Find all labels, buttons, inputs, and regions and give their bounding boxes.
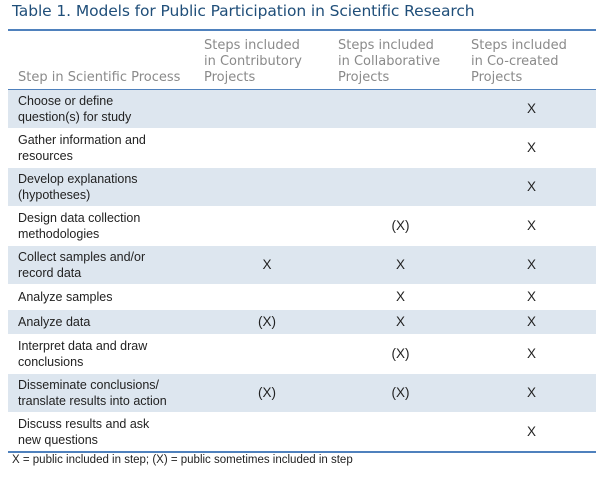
cell-contributory xyxy=(200,129,334,168)
cell-contributory xyxy=(200,285,334,310)
table-row xyxy=(8,90,596,129)
header-line: in Collaborative xyxy=(338,54,441,69)
cell-step-text: Choose or define xyxy=(18,94,114,108)
cell-step-text: Analyze data xyxy=(18,315,91,329)
cell-step-text: record data xyxy=(18,266,82,280)
cell-step xyxy=(8,374,200,413)
table-row xyxy=(8,285,596,310)
table-row xyxy=(8,168,596,207)
cell-cocreated: X xyxy=(467,285,596,310)
header-step-in-scientific-process xyxy=(8,30,200,90)
cell-collaborative: (X) xyxy=(334,335,467,374)
cell-collaborative: X xyxy=(334,310,467,335)
table-body xyxy=(8,90,596,452)
table-title: Table 1. Models for Public Participation in Scientific Research xyxy=(12,2,475,20)
table-row xyxy=(8,246,596,285)
cell-contributory: (X) xyxy=(200,374,334,413)
cell-collaborative xyxy=(334,90,467,129)
cell-step xyxy=(8,413,200,452)
cell-step-text: Collect samples and/or xyxy=(18,250,146,264)
cell-collaborative: X xyxy=(334,246,467,285)
cell-step xyxy=(8,310,200,335)
cell-step-text: Analyze samples xyxy=(18,290,113,304)
header-line: Steps included xyxy=(204,38,300,53)
cell-step xyxy=(8,129,200,168)
table-header-row xyxy=(8,30,596,90)
table-row xyxy=(8,310,596,335)
header-line: Steps included xyxy=(338,38,434,53)
cell-step-text: question(s) for study xyxy=(18,110,132,124)
cell-cocreated: X xyxy=(467,168,596,207)
cell-cocreated: X xyxy=(467,413,596,452)
cell-step xyxy=(8,207,200,246)
cell-collaborative xyxy=(334,129,467,168)
cell-step-text: methodologies xyxy=(18,227,100,241)
header-line: in Co-created xyxy=(471,54,559,69)
header-contributory-projects xyxy=(200,30,334,90)
header-line: Steps included xyxy=(471,38,567,53)
cell-cocreated: X xyxy=(467,335,596,374)
cell-step-text: Disseminate conclusions/ xyxy=(18,378,160,392)
header-collaborative-projects xyxy=(334,30,467,90)
cell-collaborative: X xyxy=(334,285,467,310)
cell-step xyxy=(8,90,200,129)
table-row xyxy=(8,374,596,413)
cell-contributory xyxy=(200,168,334,207)
cell-step-text: Gather information and xyxy=(18,133,146,147)
cell-contributory xyxy=(200,413,334,452)
header-line: Projects xyxy=(338,70,390,85)
header-line: Projects xyxy=(471,70,523,85)
cell-cocreated: X xyxy=(467,374,596,413)
cell-step-text: conclusions xyxy=(18,355,84,369)
cell-collaborative xyxy=(334,413,467,452)
header-line: Projects xyxy=(204,70,256,85)
cell-contributory: (X) xyxy=(200,310,334,335)
cell-step xyxy=(8,285,200,310)
table-row xyxy=(8,335,596,374)
cell-step-text: resources xyxy=(18,149,73,163)
cell-contributory xyxy=(200,335,334,374)
cell-contributory xyxy=(200,90,334,129)
table-footnote: X = public included in step; (X) = public sometimes included in step xyxy=(12,454,353,466)
cell-cocreated: X xyxy=(467,246,596,285)
table-row xyxy=(8,129,596,168)
cell-step-text: (hypotheses) xyxy=(18,188,91,202)
table-row xyxy=(8,207,596,246)
cell-step xyxy=(8,246,200,285)
cell-step-text: new questions xyxy=(18,432,98,447)
cell-cocreated: X xyxy=(467,207,596,246)
header-cocreated-projects xyxy=(467,30,596,90)
cell-step-text: Design data collection xyxy=(18,211,141,225)
cell-contributory xyxy=(200,207,334,246)
cell-collaborative: (X) xyxy=(334,207,467,246)
cell-collaborative: (X) xyxy=(334,374,467,413)
cell-cocreated: X xyxy=(467,129,596,168)
cell-cocreated: X xyxy=(467,310,596,335)
header-step-label: Step in Scientific Process xyxy=(18,70,181,85)
participation-models-table xyxy=(8,29,596,453)
cell-cocreated: X xyxy=(467,90,596,129)
cell-step-text: Discuss results and ask xyxy=(18,416,150,431)
cell-collaborative xyxy=(334,168,467,207)
cell-step-text: Develop explanations xyxy=(18,172,138,186)
cell-contributory: X xyxy=(200,246,334,285)
cell-step xyxy=(8,168,200,207)
header-line: in Contributory xyxy=(204,54,302,69)
cell-step-text: Interpret data and draw xyxy=(18,339,148,353)
cell-step xyxy=(8,335,200,374)
cell-step-text: translate results into action xyxy=(18,394,167,408)
table-row xyxy=(8,413,596,452)
